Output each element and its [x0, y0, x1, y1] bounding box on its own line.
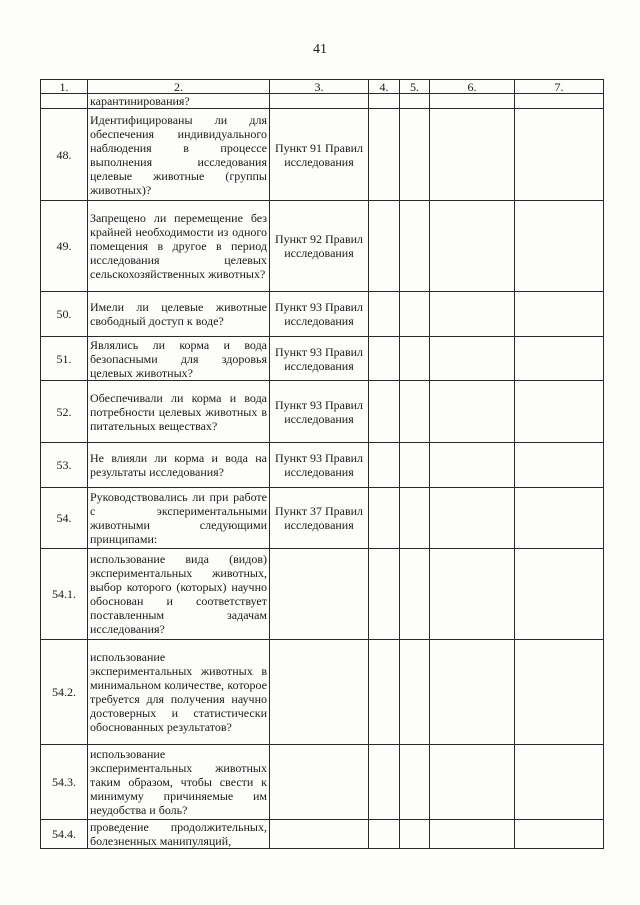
reference-text — [270, 820, 369, 849]
column-header: 7. — [515, 80, 604, 94]
answer-cell — [515, 640, 604, 745]
answer-cell — [400, 443, 430, 488]
reference-text — [270, 94, 369, 109]
answer-cell — [400, 381, 430, 443]
question-text: использование вида (видов) экспериментальных животных, выбор которого (которых) научно обоснован и соответствует поставленным задачам исследования? — [88, 549, 270, 640]
reference-text: Пункт 92 Правил исследования — [270, 201, 369, 292]
table-row — [41, 292, 604, 337]
question-text: использование экспериментальных животных в минимальном количестве, которое требуется для получения научно достоверных и статистически обоснованных результатов? — [88, 640, 270, 745]
answer-cell — [369, 109, 400, 201]
item-number: 52. — [41, 381, 88, 443]
question-text: проведение продолжительных, болезненных манипуляций, — [88, 820, 270, 849]
answer-cell — [515, 292, 604, 337]
item-number: 54.4. — [41, 820, 88, 849]
question-text: Не влияли ли корма и вода на результаты исследования? — [88, 443, 270, 488]
item-number: 54.3. — [41, 745, 88, 820]
item-number — [41, 94, 88, 109]
column-header: 3. — [270, 80, 369, 94]
answer-cell — [369, 337, 400, 381]
answer-cell — [515, 109, 604, 201]
answer-cell — [400, 488, 430, 549]
table-row — [41, 201, 604, 292]
table-row — [41, 337, 604, 381]
item-number: 54.1. — [41, 549, 88, 640]
answer-cell — [369, 94, 400, 109]
answer-cell — [369, 292, 400, 337]
answer-cell — [430, 337, 515, 381]
answer-cell — [400, 337, 430, 381]
reference-text: Пункт 93 Правил исследования — [270, 443, 369, 488]
answer-cell — [400, 549, 430, 640]
answer-cell — [515, 488, 604, 549]
answer-cell — [400, 745, 430, 820]
column-header: 1. — [41, 80, 88, 94]
checklist-table — [40, 79, 604, 849]
answer-cell — [515, 549, 604, 640]
question-text: Являлись ли корма и вода безопасными для здоровья целевых животных? — [88, 337, 270, 381]
answer-cell — [430, 292, 515, 337]
reference-text: Пункт 93 Правил исследования — [270, 292, 369, 337]
table-row — [41, 488, 604, 549]
page-number: 41 — [313, 42, 327, 57]
question-text: использование экспериментальных животных таким образом, чтобы свести к минимуму причиняемые им неудобства и боль? — [88, 745, 270, 820]
table-row — [41, 640, 604, 745]
reference-text: Пункт 37 Правил исследования — [270, 488, 369, 549]
answer-cell — [430, 640, 515, 745]
answer-cell — [400, 109, 430, 201]
item-number: 53. — [41, 443, 88, 488]
answer-cell — [515, 443, 604, 488]
item-number: 48. — [41, 109, 88, 201]
answer-cell — [369, 745, 400, 820]
item-number: 51. — [41, 337, 88, 381]
answer-cell — [430, 94, 515, 109]
answer-cell — [515, 337, 604, 381]
answer-cell — [400, 292, 430, 337]
answer-cell — [430, 488, 515, 549]
question-text: Имели ли целевые животные свободный доступ к воде? — [88, 292, 270, 337]
reference-text — [270, 640, 369, 745]
answer-cell — [400, 820, 430, 849]
reference-text: Пункт 93 Правил исследования — [270, 381, 369, 443]
column-header: 6. — [430, 80, 515, 94]
answer-cell — [430, 201, 515, 292]
column-header: 4. — [369, 80, 400, 94]
item-number: 50. — [41, 292, 88, 337]
answer-cell — [515, 820, 604, 849]
answer-cell — [369, 488, 400, 549]
reference-text: Пункт 93 Правил исследования — [270, 337, 369, 381]
question-text: Запрещено ли перемещение без крайней необходимости из одного помещения в другое в период исследования целевых сельскохозяйственных животных? — [88, 201, 270, 292]
answer-cell — [369, 640, 400, 745]
header-row — [41, 80, 604, 94]
answer-cell — [430, 820, 515, 849]
answer-cell — [430, 443, 515, 488]
answer-cell — [430, 381, 515, 443]
table-row — [41, 820, 604, 849]
reference-text — [270, 745, 369, 820]
answer-cell — [400, 640, 430, 745]
answer-cell — [400, 94, 430, 109]
answer-cell — [430, 745, 515, 820]
answer-cell — [400, 201, 430, 292]
answer-cell — [515, 745, 604, 820]
column-header: 2. — [88, 80, 270, 94]
answer-cell — [515, 94, 604, 109]
table-row — [41, 94, 604, 109]
question-text: Идентифицированы ли для обеспечения индивидуального наблюдения в процессе выполнения исследования целевые животные (группы животных)? — [88, 109, 270, 201]
answer-cell — [369, 381, 400, 443]
question-text: Руководствовались ли при работе с экспериментальными животными следующими принципами: — [88, 488, 270, 549]
item-number: 54.2. — [41, 640, 88, 745]
column-header: 5. — [400, 80, 430, 94]
answer-cell — [515, 381, 604, 443]
item-number: 54. — [41, 488, 88, 549]
reference-text — [270, 549, 369, 640]
answer-cell — [515, 201, 604, 292]
answer-cell — [369, 820, 400, 849]
question-text: Обеспечивали ли корма и вода потребности целевых животных в питательных веществах? — [88, 381, 270, 443]
answer-cell — [369, 201, 400, 292]
table-row — [41, 381, 604, 443]
item-number: 49. — [41, 201, 88, 292]
table-row — [41, 443, 604, 488]
answer-cell — [369, 549, 400, 640]
answer-cell — [430, 109, 515, 201]
table-row — [41, 109, 604, 201]
question-text: карантинирования? — [88, 94, 270, 109]
table-row — [41, 549, 604, 640]
answer-cell — [369, 443, 400, 488]
table-row — [41, 745, 604, 820]
reference-text: Пункт 91 Правил исследования — [270, 109, 369, 201]
answer-cell — [430, 549, 515, 640]
